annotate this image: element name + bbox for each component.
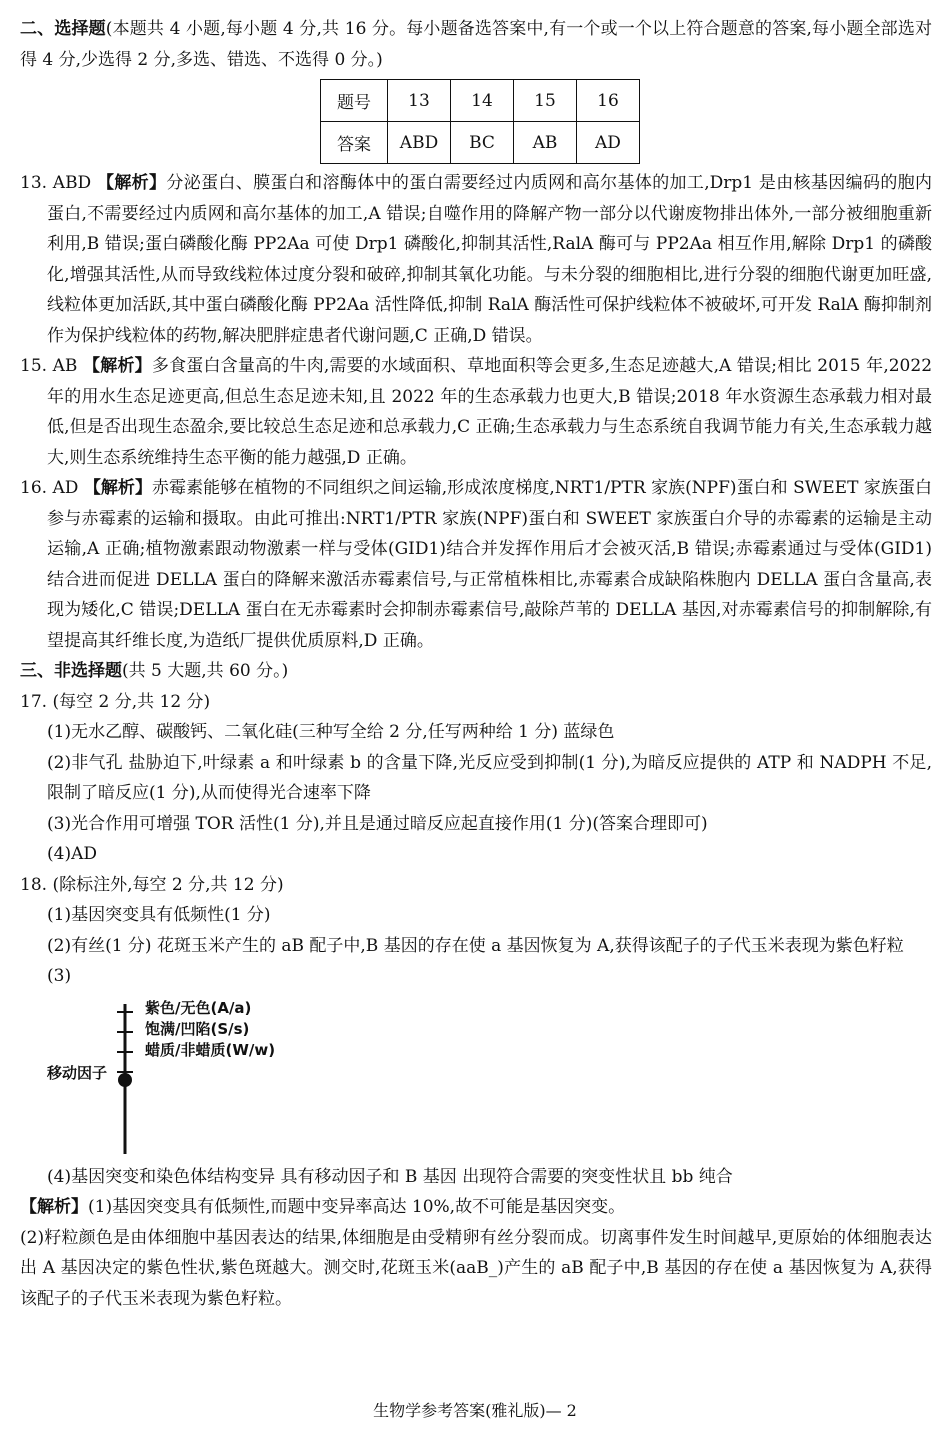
q17-part4: (4)AD: [47, 844, 97, 864]
q16-answer: [20, 473, 932, 656]
answer-table-header-row: [321, 80, 640, 122]
q15-text: 多食蛋白含量高的牛肉,需要的水域面积、草地面积等会更多,生态足迹越大,A 错误;相比 2015 年,2022 年的用水生态足迹更高,但总生态足迹未知,且 2022 年的生态承载力也更大,B 错误;2018 年水资源生态承载力相对最低,但是否出现生态盈余,要比较总生态足迹和总承载力,C 正确;生态承载力与生态系统自我调节能力有关,生态承载力越大,则生态系统维持生态平衡的能力越强,D 正确。: [47, 356, 933, 468]
section3-title: 三、非选择题: [20, 661, 122, 681]
section2-title: 二、选择题: [20, 19, 106, 39]
q16-tag: 【解析】: [83, 478, 153, 498]
answer-page: [20, 14, 932, 1314]
q18-part1: (1)基因突变具有低频性(1 分): [47, 905, 271, 925]
q18-analysis2: (2)籽粒颜色是由体细胞中基因表达的结果,体细胞是由受精卵有丝分裂而成。切离事件发生时间越早,更原始的体细胞表达出 A 基因决定的紫色性状,紫色斑越大。测交时,花斑玉米(aaB_)产生的 aB 配子中,B 基因的存在使 a 基因恢复为 A,获得该配子的子代玉米表现为紫色籽粒。: [20, 1227, 932, 1309]
section3-heading: [20, 656, 932, 687]
q15-tag: 【解析】: [83, 356, 152, 376]
q18-part3: (3): [47, 966, 72, 986]
header-label-cell: 题号: [321, 80, 388, 122]
q16-text: 赤霉素能够在植物的不同组织之间运输,形成浓度梯度,NRT1/PTR 家族(NPF)蛋白和 SWEET 家族蛋白参与赤霉素的运输和摄取。由此可推出:NRT1/PTR 家族(NPF)蛋白和 SWEET 家族蛋白介导的赤霉素的运输是主动运输,A 正确;植物激素跟动物激素一样与受体(GID1)结合并发挥作用后才会被灭活,B 错误;赤霉素通过与受体(GID1)结合进而促进 DELLA 蛋白的降解来激活赤霉素信号,与正常植株相比,赤霉素合成缺陷株胞内 DELLA 蛋白含量高,表现为矮化,C 错误;DELLA 蛋白在无赤霉素时会抑制赤霉素信号,敲除芦苇的 DELLA 基因,对赤霉素信号的抑制解除,有望提高其纤维长度,为造纸厂提供优质原料,D 正确。: [47, 478, 932, 651]
q13-tag: 【解析】: [96, 173, 167, 193]
gene-label-plump: 饱满/凹陷(S/s): [145, 1019, 250, 1038]
q18-head: 18. (除标注外,每空 2 分,共 12 分): [20, 874, 284, 895]
q13-text: 分泌蛋白、膜蛋白和溶酶体中的蛋白需要经过内质网和高尔基体的加工,Drp1 是由核基因编码的胞内蛋白,不需要经过内质网和高尔基体的加工,A 错误;自噬作用的降解产物一部分以代谢废物排出体外,一部分被细胞重新利用,B 错误;蛋白磷酸化酶 PP2Aa 可使 Drp1 磷酸化,抑制其活性,RalA 酶可与 PP2Aa 相互作用,解除 Drp1 的磷酸化,增强其活性,从而导致线粒体过度分裂和破碎,抑制其氧化功能。与未分裂的细胞相比,进行分裂的细胞代谢更加旺盛,线粒体更加活跃,其中蛋白磷酸化酶 PP2Aa 活性降低,抑制 RalA 酶活性可保护线粒体不被破坏,可开发 RalA 酶抑制剂作为保护线粒体的药物,解决肥胖症患者代谢问题,C 正确,D 错误。: [47, 173, 933, 346]
number-cell: 16: [577, 80, 640, 122]
q18-part2: (2)有丝(1 分) 花斑玉米产生的 aB 配子中,B 基因的存在使 a 基因恢复为 A,获得该配子的子代玉米表现为紫色籽粒: [47, 935, 904, 956]
gene-label-color: 紫色/无色(A/a): [145, 998, 252, 1017]
q17-head: 17. (每空 2 分,共 12 分): [20, 691, 211, 712]
section2-desc: (本题共 4 小题,每小题 4 分,共 16 分。每小题备选答案中,有一个或一个以上符合题意的答案,每小题全部选对得 4 分,少选得 2 分,多选、错选、不选得 0 分。): [20, 19, 932, 70]
answer-table: [320, 79, 640, 164]
q18-analysis-tag: 【解析】: [20, 1197, 88, 1217]
answer-label-cell: 答案: [321, 122, 388, 164]
moving-factor-label: 移动因子: [47, 1063, 108, 1082]
q13-number: 13. ABD: [20, 173, 92, 193]
answer-cell: BC: [451, 122, 514, 164]
q18-part4: (4)基因突变和染色体结构变异 具有移动因子和 B 基因 出现符合需要的突变性状且 bb 纯合: [47, 1166, 733, 1187]
q13-answer: [20, 168, 932, 351]
section2-heading: [20, 14, 932, 75]
number-cell: 15: [514, 80, 577, 122]
q16-number: 16. AD: [20, 478, 79, 498]
q17-part2: (2)非气孔 盐胁迫下,叶绿素 a 和叶绿素 b 的含量下降,光反应受到抑制(1 分),为暗反应提供的 ATP 和 NADPH 不足,限制了暗反应(1 分),从而使得光合速率下降: [47, 752, 932, 803]
q17-part1: (1)无水乙醇、碳酸钙、二氧化硅(三种写全给 2 分,任写两种给 1 分) 蓝绿色: [47, 722, 615, 742]
answer-table-answer-row: [321, 122, 640, 164]
answer-cell: AD: [577, 122, 640, 164]
chromosome-drawing: [109, 992, 149, 1162]
number-cell: 14: [451, 80, 514, 122]
moving-factor-dot: [118, 1073, 132, 1087]
q18-analysis1-line: [20, 1192, 932, 1223]
q15-number: 15. AB: [20, 356, 78, 376]
q18-analysis1: (1)基因突变具有低频性,而题中变异率高达 10%,故不可能是基因突变。: [88, 1197, 626, 1217]
section3-desc: (共 5 大题,共 60 分。): [122, 661, 289, 681]
number-cell: 13: [388, 80, 451, 122]
q17-part3: (3)光合作用可增强 TOR 活性(1 分),并且是通过暗反应起直接作用(1 分)(答案合理即可): [47, 813, 708, 834]
gene-label-waxy: 蜡质/非蜡质(W/w): [145, 1040, 276, 1059]
page-footer: 生物学参考答案(雅礼版)— 2: [373, 1401, 577, 1420]
answer-cell: ABD: [388, 122, 451, 164]
chromosome-diagram: [47, 992, 932, 1162]
q15-answer: [20, 351, 932, 473]
answer-cell: AB: [514, 122, 577, 164]
